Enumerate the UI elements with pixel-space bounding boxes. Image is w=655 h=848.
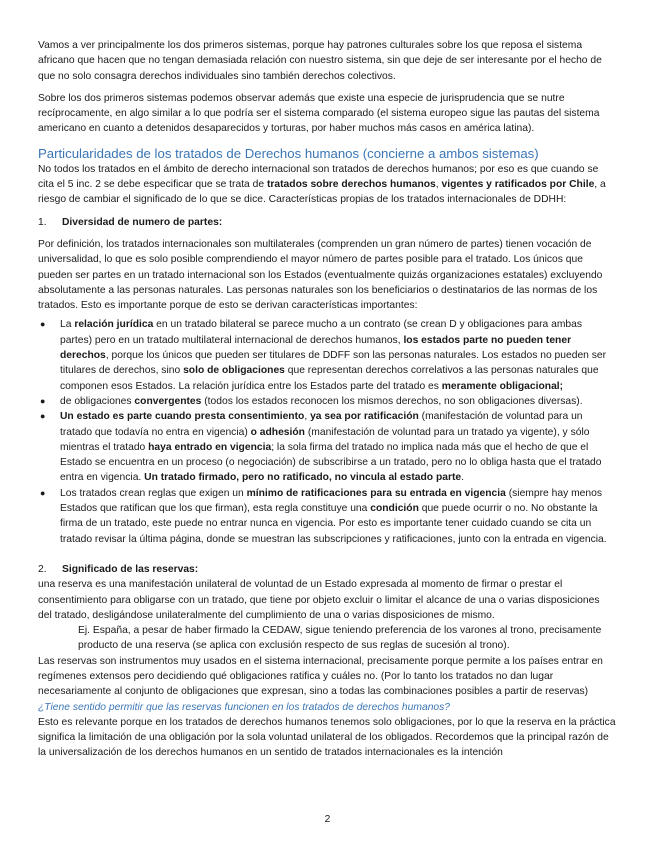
paragraph-treaties: No todos los tratados en el ámbito de derecho internacional son tratados de derechos humanos; por eso es que cuando se cita el 5 inc. 2 se debe especificar que se trata de tratados sobre derechos humanos, vigentes y ratificados por Chile, a riesgo de cambiar el significado de lo que se dice. Características propias de los tratados internacionales de DDHH: <box>38 163 606 206</box>
list-item-legal-relation: ● La relación jurídica en un tratado bilateral se parece mucho a un contrato (se crean D y obligaciones para ambas partes) pero en un tratado multilateral internacional de derechos humanos, los estados parte no pueden tener derechos, porque los únicos que pueden ser titulares de DDFF son las personas naturales. Los estados no pueden ser titulares de derechos, sino solo de obligaciones que representan derechos correlativos a las personas naturales que componen esos Estados. La relación jurídica entre los Estados parte del tratado es meramente obligacional; <box>40 319 607 392</box>
page-number: 2 <box>324 814 331 825</box>
paragraph-multilateral: Por definición, los tratados internacionales son multilaterales (comprenden un gran número de partes) tienen vocación de universalidad, lo que es solo posible comprendiendo el mayor número de partes posible para el tratado. Los únicos que pueden ser partes en un tratado internacional son los Estados (eventualmente quizás organizaciones estatales) excluyendo absolutamente a las personas naturales. Las personas naturales son los beneficiarios o destinatarios de las normas de los tratados. Esto es importante porque de esto se derivan características importantes: <box>38 238 603 312</box>
list-item-ratifications: ● Los tratados crean reglas que exigen un mínimo de ratificaciones para su entrada en vigencia (siempre hay menos Estados que ratifican que los que firman), esta regla constituye una condición que puede ocurrir o no. No obstante la firma de un tratado, este puede no entrar nunca en vigencia. Por esto es importante tener cuidado cuando se cita un tratado revisar la última página, donde se muestran las subscripciones y ratificaciones, junto con la entrada en vigencia. <box>40 487 607 545</box>
bullet-icon: ● <box>40 411 46 422</box>
paragraph-reservation-definition: una reserva es una manifestación unilateral de voluntad de un Estado expresada al momento de firmar o prestar el consentimiento para obligarse con un tratado, que tiene por objeto excluir o limitar el alcance de una o varias disposiciones del tratado, desligándose unilateralmente del cumplimiento de una o varias disposiciones de mismo. <box>38 579 600 621</box>
paragraph-intro: Vamos a ver principalmente los dos primeros sistemas, porque hay patrones culturales sobre los que reposa el sistema africano que hacen que no tengan demasiada relación con nuestro sistema, sin que deje de ser interesante por el hecho de que no solo consagra derechos individuales sino también derechos colectivos. <box>38 40 602 82</box>
paragraph-jurisprudence: Sobre los dos primeros sistemas podemos observar además que existe una especie de jurisprudencia que se nutre recíprocamente, en algo similar a lo que podría ser el sistema comparado (el sistema europeo sigue las pautas del sistema americano en cuanto a detenidos desaparecidos y torturas, por haber muchos más casos en américa latina). <box>38 92 600 135</box>
bullet-icon: ● <box>40 487 46 498</box>
bullet-icon: ● <box>40 319 46 330</box>
subheading-reservations: 2. Significado de las reservas: <box>38 563 199 575</box>
bullet-icon: ● <box>40 395 46 406</box>
subheading-parties: 1. Diversidad de numero de partes: <box>38 216 223 228</box>
list-item-convergent: ● de obligaciones convergentes (todos los estados reconocen los mismos derechos, no son obligaciones diversas). <box>38 394 616 409</box>
question-heading: ¿Tiene sentido permitir que las reservas funcionen en los tratados de derechos humanos? <box>38 701 451 713</box>
paragraph-relevance: Esto es relevante porque en los tratados de derechos humanos tenemos solo obligaciones, por lo que la reserva en la práctica significa la limitación de una obligación por la sola voluntad unilateral de los obligados. Recordemos que la principal razón de la universalización de los derechos humanos en un sentido de tratados internacionales es la intención <box>38 716 616 759</box>
document-body <box>38 38 616 761</box>
list-item-consent: ● Un estado es parte cuando presta consentimiento, ya sea por ratificación (manifestación de voluntad para un tratado que todavía no entra en vigencia) o adhesión (manifestación de voluntad para un tratado ya vigente), y sólo mientras el tratado haya entrado en vigencia; la sola firma del tratado no implica nada más que el hecho de que el Estado se encuentra en un proceso (o negociación) de subscribirse a un tratado, pero no lo obliga hasta que el tratado entra en vigencia. Un tratado firmado, pero no ratificado, no vincula al estado parte. <box>40 411 602 484</box>
example-spain: Ej. España, a pesar de haber firmado la CEDAW, sigue teniendo preferencia de los varones al trono, precisamente producto de una reserva (se aplica con exclusión respecto de sus reglas de sucesión al trono). <box>78 625 602 652</box>
section-heading: Particularidades de los tratados de Derechos humanos (concierne a ambos sistemas) <box>38 145 539 161</box>
paragraph-reservation-usage: Las reservas son instrumentos muy usados en el sistema internacional, precisamente porque permite a los países entrar en regímenes extensos pero decidiendo qué obligaciones ratifica y cuáles no. (Por lo tanto los tratados no dan lugar necesariamente al conjunto de obligaciones que expresan, sino a todas las combinaciones posibles a partir de reservas) <box>38 655 603 698</box>
